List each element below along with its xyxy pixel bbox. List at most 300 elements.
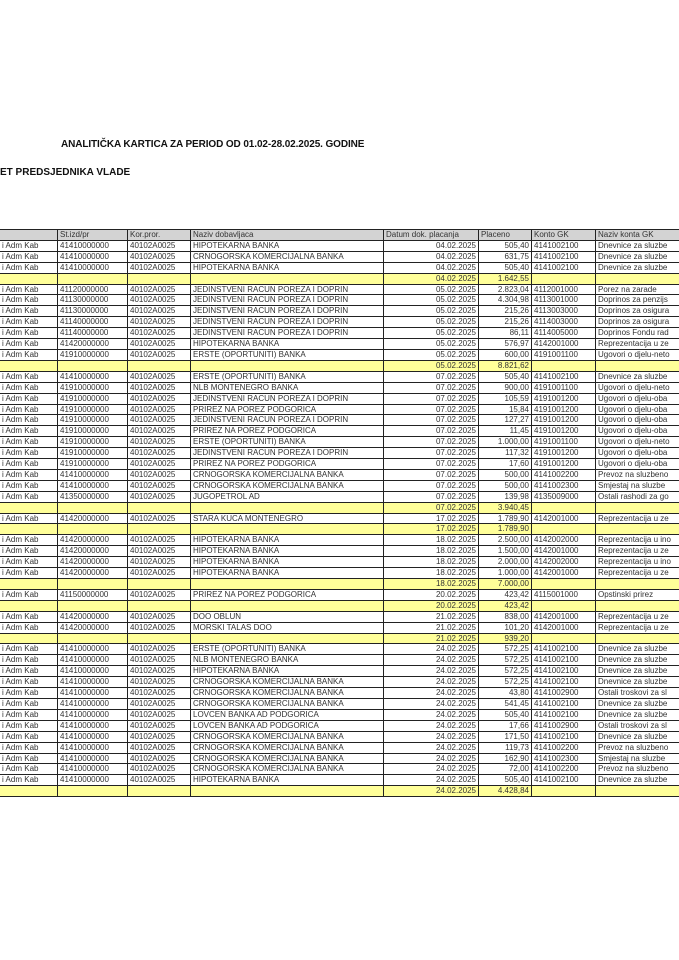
table-row bbox=[0, 448, 679, 459]
cell-st-izd: 41410000000 bbox=[58, 469, 128, 480]
cell-naziv-dobavljaca: ERSTE (OPORTUNITI) BANKA bbox=[191, 644, 384, 655]
cell-naziv-dobavljaca: PRIREZ NA POREZ PODGORICA bbox=[191, 459, 384, 470]
cell-kor-pror bbox=[128, 786, 191, 797]
cell-datum: 07.02.2025 bbox=[384, 459, 479, 470]
col-header-naziv-dobavljaca: Naziv dobavljaca bbox=[191, 230, 384, 241]
cell-st-izd: 41120000000 bbox=[58, 284, 128, 295]
cell-org: i Adm Kab bbox=[0, 339, 58, 350]
cell-konto: 4142002000 bbox=[532, 535, 596, 546]
cell-kor-pror: 40102A0025 bbox=[128, 404, 191, 415]
table-row bbox=[0, 306, 679, 317]
cell-org: i Adm Kab bbox=[0, 611, 58, 622]
table-row bbox=[0, 415, 679, 426]
cell-placeno: 572,25 bbox=[479, 677, 532, 688]
cell-org: i Adm Kab bbox=[0, 731, 58, 742]
table-row bbox=[0, 404, 679, 415]
cell-org: i Adm Kab bbox=[0, 437, 58, 448]
subtotal-row bbox=[0, 502, 679, 513]
table-row bbox=[0, 459, 679, 470]
cell-naziv-konta: Reprezentacija u ze bbox=[596, 546, 679, 557]
cell-st-izd: 41410000000 bbox=[58, 240, 128, 251]
table-row bbox=[0, 469, 679, 480]
cell-naziv-dobavljaca: MORSKI TALAS DOO bbox=[191, 622, 384, 633]
cell-kor-pror: 40102A0025 bbox=[128, 393, 191, 404]
cell-st-izd bbox=[58, 273, 128, 284]
cell-naziv-dobavljaca: JEDINSTVENI RACUN POREZA I DOPRIN bbox=[191, 328, 384, 339]
cell-st-izd bbox=[58, 786, 128, 797]
cell-datum: 04.02.2025 bbox=[384, 240, 479, 251]
cell-naziv-dobavljaca: ERSTE (OPORTUNITI) BANKA bbox=[191, 437, 384, 448]
table-row bbox=[0, 491, 679, 502]
cell-org: i Adm Kab bbox=[0, 666, 58, 677]
table-row bbox=[0, 240, 679, 251]
cell-datum: 24.02.2025 bbox=[384, 764, 479, 775]
table-row bbox=[0, 742, 679, 753]
cell-naziv-dobavljaca: CRNOGORSKA KOMERCIJALNA BANKA bbox=[191, 698, 384, 709]
cell-kor-pror: 40102A0025 bbox=[128, 491, 191, 502]
cell-org: i Adm Kab bbox=[0, 535, 58, 546]
cell-konto: 4141002100 bbox=[532, 666, 596, 677]
cell-konto bbox=[532, 360, 596, 371]
cell-naziv-dobavljaca: HIPOTEKARNA BANKA bbox=[191, 546, 384, 557]
cell-konto: 4191001200 bbox=[532, 393, 596, 404]
cell-naziv-konta bbox=[596, 360, 679, 371]
cell-konto: 4142002000 bbox=[532, 557, 596, 568]
cell-placeno: 2.000,00 bbox=[479, 557, 532, 568]
cell-kor-pror: 40102A0025 bbox=[128, 251, 191, 262]
cell-naziv-konta: Reprezentacija u ino bbox=[596, 557, 679, 568]
cell-st-izd bbox=[58, 633, 128, 644]
cell-konto: 4142001000 bbox=[532, 622, 596, 633]
cell-placeno: 1.000,00 bbox=[479, 437, 532, 448]
cell-org: i Adm Kab bbox=[0, 677, 58, 688]
cell-naziv-konta bbox=[596, 502, 679, 513]
cell-st-izd: 41410000000 bbox=[58, 371, 128, 382]
table-row bbox=[0, 709, 679, 720]
cell-st-izd: 41130000000 bbox=[58, 306, 128, 317]
cell-konto: 4141002200 bbox=[532, 742, 596, 753]
cell-konto: 4141002100 bbox=[532, 262, 596, 273]
cell-konto: 4191001200 bbox=[532, 459, 596, 470]
cell-kor-pror bbox=[128, 360, 191, 371]
cell-st-izd bbox=[58, 360, 128, 371]
cell-datum: 20.02.2025 bbox=[384, 600, 479, 611]
cell-naziv-konta: Ugovori o djelu-oba bbox=[596, 404, 679, 415]
cell-placeno-total: 1.642,55 bbox=[479, 273, 532, 284]
cell-st-izd: 41410000000 bbox=[58, 731, 128, 742]
cell-naziv-dobavljaca: JEDINSTVENI RACUN POREZA I DOPRIN bbox=[191, 448, 384, 459]
cell-datum: 18.02.2025 bbox=[384, 568, 479, 579]
table-row bbox=[0, 284, 679, 295]
table-row bbox=[0, 546, 679, 557]
cell-datum: 21.02.2025 bbox=[384, 633, 479, 644]
cell-kor-pror: 40102A0025 bbox=[128, 644, 191, 655]
cell-st-izd: 41910000000 bbox=[58, 448, 128, 459]
cell-datum: 24.02.2025 bbox=[384, 720, 479, 731]
cell-konto bbox=[532, 600, 596, 611]
cell-naziv-konta: Prevoz na sluzbeno bbox=[596, 764, 679, 775]
cell-naziv-dobavljaca: PRIREZ NA POREZ PODGORICA bbox=[191, 426, 384, 437]
cell-placeno: 505,40 bbox=[479, 775, 532, 786]
cell-st-izd: 41410000000 bbox=[58, 764, 128, 775]
cell-st-izd: 41910000000 bbox=[58, 459, 128, 470]
subtotal-row bbox=[0, 273, 679, 284]
cell-placeno: 17,60 bbox=[479, 459, 532, 470]
col-header-datum: Datum dok. placanja bbox=[384, 230, 479, 241]
cell-datum: 05.02.2025 bbox=[384, 349, 479, 360]
cell-kor-pror: 40102A0025 bbox=[128, 382, 191, 393]
cell-kor-pror bbox=[128, 273, 191, 284]
table-row bbox=[0, 622, 679, 633]
cell-naziv-dobavljaca: HIPOTEKARNA BANKA bbox=[191, 240, 384, 251]
cell-datum: 24.02.2025 bbox=[384, 786, 479, 797]
cell-datum: 24.02.2025 bbox=[384, 709, 479, 720]
subtotal-row bbox=[0, 579, 679, 590]
cell-kor-pror: 40102A0025 bbox=[128, 589, 191, 600]
report-subtitle: ET PREDSJEDNIKA VLADE bbox=[0, 167, 131, 178]
cell-kor-pror: 40102A0025 bbox=[128, 328, 191, 339]
cell-datum: 04.02.2025 bbox=[384, 273, 479, 284]
table-row bbox=[0, 775, 679, 786]
cell-konto bbox=[532, 633, 596, 644]
subtotal-row bbox=[0, 524, 679, 535]
cell-org: i Adm Kab bbox=[0, 240, 58, 251]
cell-konto: 4191001100 bbox=[532, 382, 596, 393]
cell-org: i Adm Kab bbox=[0, 698, 58, 709]
cell-naziv-konta: Smjestaj na sluzbe bbox=[596, 480, 679, 491]
cell-kor-pror: 40102A0025 bbox=[128, 688, 191, 699]
cell-naziv-konta: Ugovori o djelu-oba bbox=[596, 393, 679, 404]
cell-naziv-konta: Ugovori o djelu-oba bbox=[596, 448, 679, 459]
table-row bbox=[0, 720, 679, 731]
cell-placeno: 572,25 bbox=[479, 666, 532, 677]
table-row bbox=[0, 688, 679, 699]
cell-naziv-dobavljaca: CRNOGORSKA KOMERCIJALNA BANKA bbox=[191, 677, 384, 688]
cell-naziv-konta: Dnevnice za sluzbe bbox=[596, 262, 679, 273]
cell-kor-pror: 40102A0025 bbox=[128, 764, 191, 775]
cell-placeno: 4.304,98 bbox=[479, 295, 532, 306]
cell-naziv-dobavljaca: CRNOGORSKA KOMERCIJALNA BANKA bbox=[191, 742, 384, 753]
cell-placeno: 119,73 bbox=[479, 742, 532, 753]
cell-kor-pror: 40102A0025 bbox=[128, 480, 191, 491]
cell-naziv-konta: Reprezentacija u ino bbox=[596, 535, 679, 546]
cell-datum: 24.02.2025 bbox=[384, 677, 479, 688]
cell-kor-pror: 40102A0025 bbox=[128, 535, 191, 546]
cell-org: i Adm Kab bbox=[0, 448, 58, 459]
cell-st-izd: 41420000000 bbox=[58, 568, 128, 579]
table-row bbox=[0, 328, 679, 339]
cell-konto: 4141002100 bbox=[532, 698, 596, 709]
cell-naziv-dobavljaca bbox=[191, 786, 384, 797]
cell-placeno: 838,00 bbox=[479, 611, 532, 622]
cell-kor-pror: 40102A0025 bbox=[128, 742, 191, 753]
cell-datum: 05.02.2025 bbox=[384, 306, 479, 317]
cell-naziv-konta: Dnevnice za sluzbe bbox=[596, 677, 679, 688]
cell-placeno-total: 7.000,00 bbox=[479, 579, 532, 590]
cell-datum: 21.02.2025 bbox=[384, 622, 479, 633]
cell-org: i Adm Kab bbox=[0, 284, 58, 295]
cell-naziv-dobavljaca: JEDINSTVENI RACUN POREZA I DOPRIN bbox=[191, 284, 384, 295]
cell-datum: 24.02.2025 bbox=[384, 644, 479, 655]
cell-kor-pror: 40102A0025 bbox=[128, 775, 191, 786]
table-row bbox=[0, 666, 679, 677]
cell-naziv-konta: Prevoz na sluzbeno bbox=[596, 469, 679, 480]
cell-org: i Adm Kab bbox=[0, 709, 58, 720]
cell-kor-pror: 40102A0025 bbox=[128, 437, 191, 448]
cell-org: i Adm Kab bbox=[0, 371, 58, 382]
cell-naziv-dobavljaca: CRNOGORSKA KOMERCIJALNA BANKA bbox=[191, 251, 384, 262]
table-row bbox=[0, 251, 679, 262]
cell-konto: 4191001200 bbox=[532, 448, 596, 459]
cell-st-izd: 41910000000 bbox=[58, 437, 128, 448]
cell-naziv-konta: Reprezentacija u ze bbox=[596, 568, 679, 579]
cell-org bbox=[0, 502, 58, 513]
cell-naziv-dobavljaca: DOO OBLUN bbox=[191, 611, 384, 622]
table-row bbox=[0, 480, 679, 491]
cell-naziv-dobavljaca: JEDINSTVENI RACUN POREZA I DOPRIN bbox=[191, 317, 384, 328]
cell-naziv-dobavljaca bbox=[191, 360, 384, 371]
cell-konto bbox=[532, 786, 596, 797]
cell-konto: 4191001200 bbox=[532, 404, 596, 415]
subtotal-row bbox=[0, 633, 679, 644]
cell-placeno: 505,40 bbox=[479, 371, 532, 382]
cell-konto bbox=[532, 524, 596, 535]
cell-datum: 07.02.2025 bbox=[384, 491, 479, 502]
ledger-body bbox=[0, 230, 679, 797]
cell-kor-pror: 40102A0025 bbox=[128, 240, 191, 251]
cell-st-izd: 41420000000 bbox=[58, 622, 128, 633]
cell-naziv-konta: Dnevnice za sluzbe bbox=[596, 731, 679, 742]
cell-org: i Adm Kab bbox=[0, 415, 58, 426]
cell-kor-pror: 40102A0025 bbox=[128, 753, 191, 764]
cell-naziv-konta bbox=[596, 633, 679, 644]
cell-st-izd: 41350000000 bbox=[58, 491, 128, 502]
cell-konto: 4141002900 bbox=[532, 720, 596, 731]
cell-placeno: 541,45 bbox=[479, 698, 532, 709]
table-row bbox=[0, 753, 679, 764]
subtotal-row bbox=[0, 786, 679, 797]
cell-org: i Adm Kab bbox=[0, 262, 58, 273]
cell-st-izd bbox=[58, 600, 128, 611]
cell-org: i Adm Kab bbox=[0, 644, 58, 655]
cell-naziv-konta: Smjestaj na sluzbe bbox=[596, 753, 679, 764]
cell-placeno: 11,45 bbox=[479, 426, 532, 437]
cell-datum: 07.02.2025 bbox=[384, 437, 479, 448]
cell-placeno: 1.500,00 bbox=[479, 546, 532, 557]
cell-st-izd: 41410000000 bbox=[58, 677, 128, 688]
cell-naziv-dobavljaca: CRNOGORSKA KOMERCIJALNA BANKA bbox=[191, 731, 384, 742]
ledger-table bbox=[0, 229, 679, 797]
cell-konto: 4142001000 bbox=[532, 611, 596, 622]
cell-kor-pror: 40102A0025 bbox=[128, 262, 191, 273]
cell-kor-pror: 40102A0025 bbox=[128, 371, 191, 382]
cell-naziv-konta: Ugovori o djelu-neto bbox=[596, 349, 679, 360]
cell-datum: 05.02.2025 bbox=[384, 284, 479, 295]
cell-datum: 24.02.2025 bbox=[384, 775, 479, 786]
cell-st-izd: 41420000000 bbox=[58, 611, 128, 622]
col-header-naziv-konta: Naziv konta GK bbox=[596, 230, 679, 241]
cell-konto bbox=[532, 579, 596, 590]
cell-konto: 4142001000 bbox=[532, 339, 596, 350]
cell-st-izd: 41410000000 bbox=[58, 698, 128, 709]
cell-naziv-konta: Ostali rashodi za go bbox=[596, 491, 679, 502]
cell-naziv-konta: Doprinos za penzijs bbox=[596, 295, 679, 306]
cell-naziv-dobavljaca: HIPOTEKARNA BANKA bbox=[191, 262, 384, 273]
cell-placeno: 900,00 bbox=[479, 382, 532, 393]
cell-kor-pror: 40102A0025 bbox=[128, 339, 191, 350]
cell-kor-pror: 40102A0025 bbox=[128, 513, 191, 524]
cell-org: i Adm Kab bbox=[0, 328, 58, 339]
cell-org: i Adm Kab bbox=[0, 426, 58, 437]
cell-org: i Adm Kab bbox=[0, 622, 58, 633]
cell-st-izd: 41910000000 bbox=[58, 349, 128, 360]
cell-st-izd: 41410000000 bbox=[58, 775, 128, 786]
cell-konto: 4141002100 bbox=[532, 251, 596, 262]
cell-org: i Adm Kab bbox=[0, 753, 58, 764]
cell-st-izd: 41420000000 bbox=[58, 339, 128, 350]
cell-datum: 07.02.2025 bbox=[384, 371, 479, 382]
cell-kor-pror: 40102A0025 bbox=[128, 622, 191, 633]
cell-st-izd: 41150000000 bbox=[58, 589, 128, 600]
cell-kor-pror bbox=[128, 524, 191, 535]
cell-naziv-konta: Dnevnice za sluzbe bbox=[596, 240, 679, 251]
cell-kor-pror: 40102A0025 bbox=[128, 459, 191, 470]
cell-st-izd: 41410000000 bbox=[58, 742, 128, 753]
cell-datum: 24.02.2025 bbox=[384, 742, 479, 753]
cell-kor-pror: 40102A0025 bbox=[128, 698, 191, 709]
cell-st-izd bbox=[58, 502, 128, 513]
cell-placeno: 15,84 bbox=[479, 404, 532, 415]
cell-placeno-total: 1.789,90 bbox=[479, 524, 532, 535]
cell-naziv-konta: Doprinos za osigura bbox=[596, 317, 679, 328]
cell-datum: 17.02.2025 bbox=[384, 513, 479, 524]
cell-datum: 04.02.2025 bbox=[384, 251, 479, 262]
cell-org: i Adm Kab bbox=[0, 393, 58, 404]
cell-konto: 4112001000 bbox=[532, 284, 596, 295]
cell-datum: 07.02.2025 bbox=[384, 426, 479, 437]
cell-kor-pror: 40102A0025 bbox=[128, 317, 191, 328]
cell-st-izd: 41410000000 bbox=[58, 655, 128, 666]
cell-placeno: 139,98 bbox=[479, 491, 532, 502]
cell-org: i Adm Kab bbox=[0, 295, 58, 306]
cell-naziv-dobavljaca: JEDINSTVENI RACUN POREZA I DOPRIN bbox=[191, 393, 384, 404]
cell-naziv-dobavljaca: LOVCEN BANKA AD PODGORICA bbox=[191, 720, 384, 731]
cell-naziv-dobavljaca: HIPOTEKARNA BANKA bbox=[191, 568, 384, 579]
cell-datum: 05.02.2025 bbox=[384, 295, 479, 306]
cell-naziv-konta: Dnevnice za sluzbe bbox=[596, 371, 679, 382]
cell-st-izd: 41910000000 bbox=[58, 404, 128, 415]
cell-org bbox=[0, 579, 58, 590]
cell-naziv-dobavljaca bbox=[191, 502, 384, 513]
table-row bbox=[0, 426, 679, 437]
cell-kor-pror: 40102A0025 bbox=[128, 557, 191, 568]
cell-org: i Adm Kab bbox=[0, 589, 58, 600]
cell-placeno: 105,59 bbox=[479, 393, 532, 404]
table-row bbox=[0, 535, 679, 546]
cell-placeno-total: 423,42 bbox=[479, 600, 532, 611]
cell-placeno-total: 3.940,45 bbox=[479, 502, 532, 513]
cell-naziv-konta: Dnevnice za sluzbe bbox=[596, 655, 679, 666]
cell-st-izd: 41410000000 bbox=[58, 688, 128, 699]
cell-naziv-dobavljaca bbox=[191, 600, 384, 611]
cell-datum: 07.02.2025 bbox=[384, 415, 479, 426]
cell-kor-pror: 40102A0025 bbox=[128, 568, 191, 579]
cell-naziv-konta: Dnevnice za sluzbe bbox=[596, 644, 679, 655]
cell-st-izd: 41910000000 bbox=[58, 393, 128, 404]
cell-datum: 18.02.2025 bbox=[384, 579, 479, 590]
cell-placeno-total: 939,20 bbox=[479, 633, 532, 644]
cell-konto: 4141002100 bbox=[532, 655, 596, 666]
cell-naziv-dobavljaca: PRIREZ NA POREZ PODGORICA bbox=[191, 589, 384, 600]
cell-placeno: 101,20 bbox=[479, 622, 532, 633]
cell-konto: 4191001200 bbox=[532, 426, 596, 437]
cell-st-izd: 41420000000 bbox=[58, 557, 128, 568]
cell-naziv-dobavljaca: JEDINSTVENI RACUN POREZA I DOPRIN bbox=[191, 306, 384, 317]
cell-naziv-konta: Ugovori o djelu-oba bbox=[596, 415, 679, 426]
cell-org: i Adm Kab bbox=[0, 557, 58, 568]
cell-placeno: 43,80 bbox=[479, 688, 532, 699]
cell-placeno: 17,66 bbox=[479, 720, 532, 731]
cell-datum: 05.02.2025 bbox=[384, 328, 479, 339]
cell-konto: 4113003000 bbox=[532, 306, 596, 317]
cell-placeno: 127,27 bbox=[479, 415, 532, 426]
cell-kor-pror: 40102A0025 bbox=[128, 295, 191, 306]
table-row bbox=[0, 437, 679, 448]
cell-placeno: 117,32 bbox=[479, 448, 532, 459]
cell-naziv-dobavljaca: CRNOGORSKA KOMERCIJALNA BANKA bbox=[191, 688, 384, 699]
cell-placeno: 572,25 bbox=[479, 644, 532, 655]
cell-naziv-dobavljaca: CRNOGORSKA KOMERCIJALNA BANKA bbox=[191, 764, 384, 775]
cell-konto: 4141002100 bbox=[532, 644, 596, 655]
col-header-kor-pror: Kor.pror. bbox=[128, 230, 191, 241]
cell-konto: 4135009000 bbox=[532, 491, 596, 502]
cell-org: i Adm Kab bbox=[0, 404, 58, 415]
cell-konto: 4142001000 bbox=[532, 568, 596, 579]
cell-org: i Adm Kab bbox=[0, 382, 58, 393]
cell-naziv-konta bbox=[596, 524, 679, 535]
cell-konto: 4113001000 bbox=[532, 295, 596, 306]
cell-konto: 4191001100 bbox=[532, 437, 596, 448]
cell-datum: 07.02.2025 bbox=[384, 448, 479, 459]
table-row bbox=[0, 568, 679, 579]
cell-naziv-konta: Dnevnice za sluzbe bbox=[596, 775, 679, 786]
cell-st-izd: 41420000000 bbox=[58, 535, 128, 546]
cell-st-izd: 41140000000 bbox=[58, 328, 128, 339]
cell-placeno: 500,00 bbox=[479, 480, 532, 491]
cell-datum: 24.02.2025 bbox=[384, 666, 479, 677]
cell-placeno: 72,00 bbox=[479, 764, 532, 775]
cell-placeno: 505,40 bbox=[479, 709, 532, 720]
cell-org bbox=[0, 633, 58, 644]
cell-datum: 18.02.2025 bbox=[384, 546, 479, 557]
cell-placeno: 423,42 bbox=[479, 589, 532, 600]
subtotal-row bbox=[0, 600, 679, 611]
cell-naziv-dobavljaca: JUGOPETROL AD bbox=[191, 491, 384, 502]
col-header-placeno: Placeno bbox=[479, 230, 532, 241]
cell-kor-pror: 40102A0025 bbox=[128, 415, 191, 426]
cell-datum: 07.02.2025 bbox=[384, 480, 479, 491]
cell-st-izd: 41410000000 bbox=[58, 644, 128, 655]
cell-naziv-dobavljaca: PRIREZ NA POREZ PODGORICA bbox=[191, 404, 384, 415]
cell-naziv-konta: Dnevnice za sluzbe bbox=[596, 251, 679, 262]
cell-datum: 21.02.2025 bbox=[384, 611, 479, 622]
table-row bbox=[0, 371, 679, 382]
cell-org: i Adm Kab bbox=[0, 480, 58, 491]
cell-konto: 4115001000 bbox=[532, 589, 596, 600]
cell-placeno-total: 4.428,84 bbox=[479, 786, 532, 797]
cell-kor-pror: 40102A0025 bbox=[128, 349, 191, 360]
cell-naziv-konta: Ostali troskovi za sl bbox=[596, 688, 679, 699]
